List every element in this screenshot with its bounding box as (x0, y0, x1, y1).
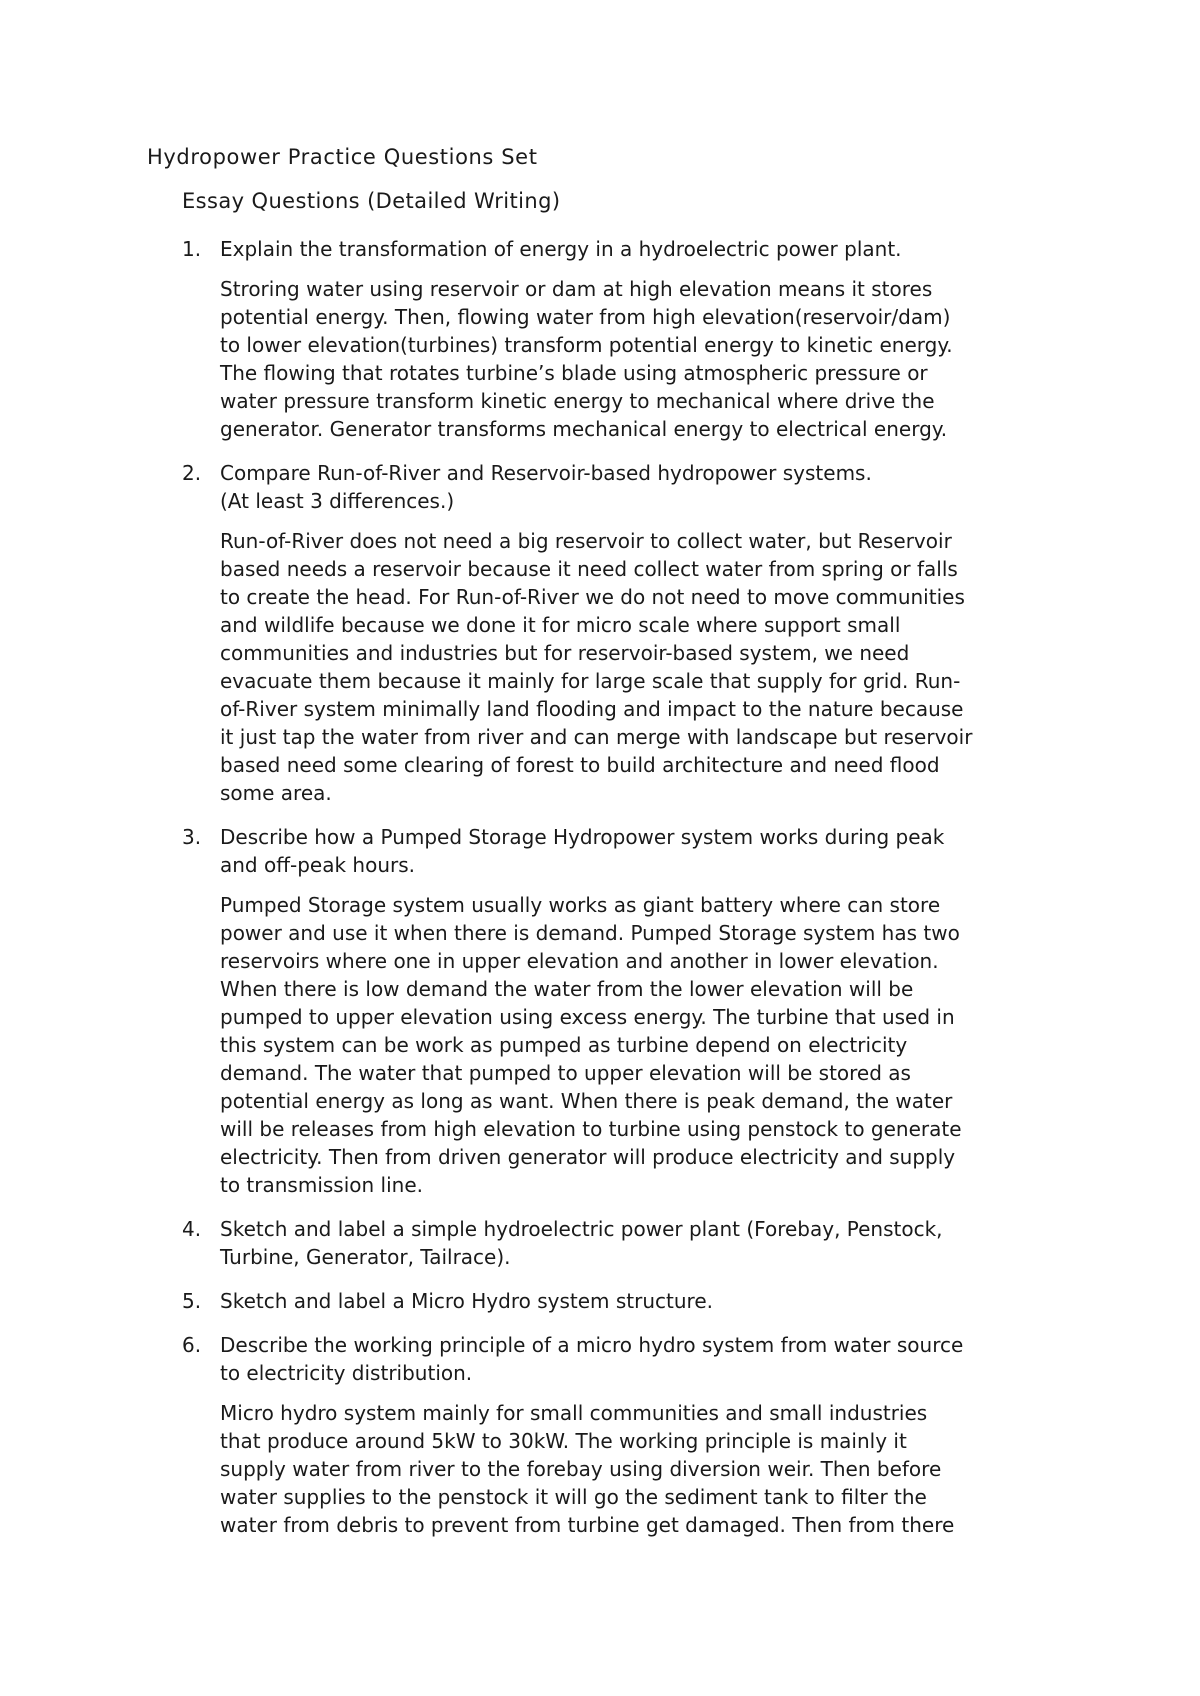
question-line: Sketch and label a Micro Hydro system structure. (220, 1289, 713, 1313)
question-line: Describe the working principle of a micro hydro system from water source (220, 1333, 964, 1357)
question-item (182, 459, 1082, 807)
document-title: Hydropower Practice Questions Set (147, 145, 538, 169)
answer-line: communities and industries but for reservoir-based system, we need (220, 641, 910, 665)
question-number: 3. (182, 825, 202, 849)
question-text (220, 235, 1082, 263)
answer-line: that produce around 5kW to 30kW. The working principle is mainly it (220, 1429, 907, 1453)
answer-line: will be releases from high elevation to turbine using penstock to generate (220, 1117, 962, 1141)
question-item (182, 1215, 1082, 1271)
question-line: Compare Run-of-River and Reservoir-based hydropower systems. (220, 461, 872, 485)
question-number: 5. (182, 1289, 202, 1313)
question-text (220, 1215, 1082, 1271)
question-list (182, 235, 1082, 1555)
answer-line: evacuate them because it mainly for large scale that supply for grid. Run- (220, 669, 961, 693)
answer-line: of-River system minimally land flooding and impact to the nature because (220, 697, 964, 721)
answer-line: and wildlife because we done it for micro scale where support small (220, 613, 901, 637)
answer-line: Run-of-River does not need a big reservoir to collect water, but Reservoir (220, 529, 952, 553)
question-line: (At least 3 differences.) (220, 489, 455, 513)
section-title: Essay Questions (Detailed Writing) (182, 189, 561, 213)
answer-line: electricity. Then from driven generator will produce electricity and supply (220, 1145, 956, 1169)
answer-text (220, 275, 1082, 443)
question-line: Explain the transformation of energy in a hydroelectric power plant. (220, 237, 902, 261)
question-text (220, 459, 1082, 515)
answer-line: supply water from river to the forebay using diversion weir. Then before (220, 1457, 942, 1481)
question-item (182, 235, 1082, 443)
answer-line: water pressure transform kinetic energy to mechanical where drive the (220, 389, 935, 413)
question-line: and off-peak hours. (220, 853, 415, 877)
question-line: Sketch and label a simple hydroelectric power plant (Forebay, Penstock, (220, 1217, 943, 1241)
question-number: 6. (182, 1333, 202, 1357)
answer-line: Stroring water using reservoir or dam at high elevation means it stores (220, 277, 933, 301)
answer-line: water from debris to prevent from turbine get damaged. Then from there (220, 1513, 955, 1537)
answer-line: to lower elevation(turbines) transform potential energy to kinetic energy. (220, 333, 953, 357)
answer-line: potential energy. Then, flowing water from high elevation(reservoir/dam) (220, 305, 951, 329)
answer-line: potential energy as long as want. When there is peak demand, the water (220, 1089, 953, 1113)
answer-line: this system can be work as pumped as turbine depend on electricity (220, 1033, 908, 1057)
answer-line: demand. The water that pumped to upper elevation will be stored as (220, 1061, 911, 1085)
question-line: Describe how a Pumped Storage Hydropower system works during peak (220, 825, 945, 849)
answer-line: generator. Generator transforms mechanical energy to electrical energy. (220, 417, 948, 441)
answer-line: pumped to upper elevation using excess energy. The turbine that used in (220, 1005, 955, 1029)
question-number: 4. (182, 1217, 202, 1241)
question-line: to electricity distribution. (220, 1361, 473, 1385)
answer-line: The flowing that rotates turbine’s blade using atmospheric pressure or (220, 361, 928, 385)
answer-text (220, 527, 1082, 807)
answer-line: reservoirs where one in upper elevation and another in lower elevation. (220, 949, 939, 973)
answer-line: some area. (220, 781, 332, 805)
answer-line: based need some clearing of forest to build architecture and need flood (220, 753, 940, 777)
question-item (182, 1331, 1082, 1539)
question-text (220, 1287, 1082, 1315)
answer-line: to transmission line. (220, 1173, 424, 1197)
question-line: Turbine, Generator, Tailrace). (220, 1245, 511, 1269)
answer-line: Micro hydro system mainly for small communities and small industries (220, 1401, 928, 1425)
answer-line: based needs a reservoir because it need collect water from spring or falls (220, 557, 958, 581)
answer-line: When there is low demand the water from the lower elevation will be (220, 977, 914, 1001)
question-item (182, 823, 1082, 1199)
question-number: 1. (182, 237, 202, 261)
answer-line: power and use it when there is demand. Pumped Storage system has two (220, 921, 960, 945)
question-text (220, 823, 1082, 879)
answer-line: Pumped Storage system usually works as giant battery where can store (220, 893, 941, 917)
answer-line: water supplies to the penstock it will go the sediment tank to filter the (220, 1485, 927, 1509)
question-item (182, 1287, 1082, 1315)
answer-line: to create the head. For Run-of-River we do not need to move communities (220, 585, 965, 609)
question-number: 2. (182, 461, 202, 485)
question-text (220, 1331, 1082, 1387)
answer-text (220, 1399, 1082, 1539)
answer-text (220, 891, 1082, 1199)
answer-line: it just tap the water from river and can merge with landscape but reservoir (220, 725, 973, 749)
